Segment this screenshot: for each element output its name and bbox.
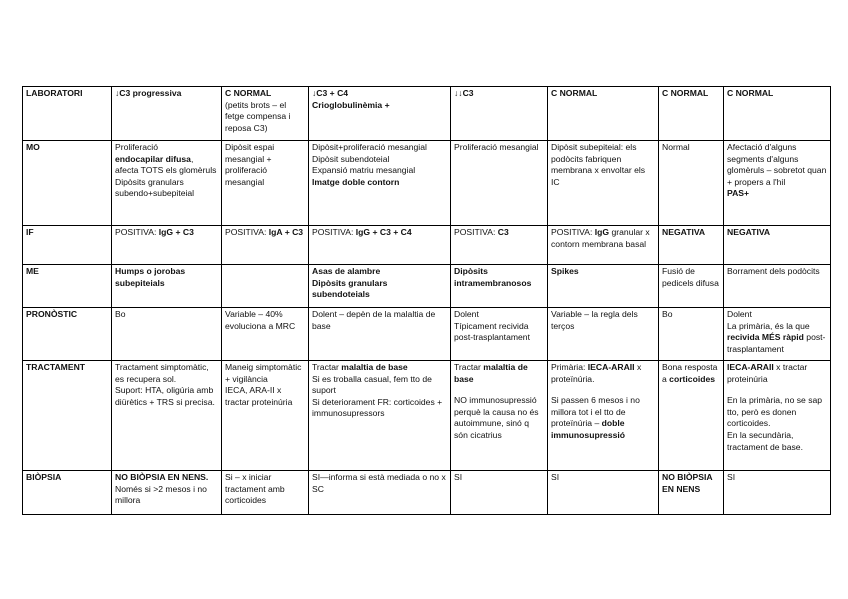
cell-text: C3 [497,227,509,237]
cell-text: corticoides [669,373,716,384]
cell-me-7: Borrament dels podòcits [724,265,831,308]
cell-text: x proteïnúria. [551,362,642,384]
cell-text: En la secundària, tractament de base. [727,429,803,452]
cell-me-6: Fusió de pedicels difusa [659,265,724,308]
cell-text: IECA, ARA-II x tractar proteinúria [225,385,293,407]
cell-text: La primària, és la que [727,320,810,331]
cell-me-3 [309,265,451,308]
cell-tractament-3 [309,361,451,471]
cell-text: IgG + C3 [158,227,194,237]
cell-tractament-5 [548,361,659,471]
cell-text: C NORMAL [225,88,272,98]
cell-biopsia-7: SI [724,471,831,515]
cell-tractament-2 [222,361,309,471]
cell-text: post-trasplantament [727,332,826,354]
cell-text: Afectació d'alguns segments d'alguns glomèruls – sobretot quan + propers a l'hil [727,142,827,187]
cell-text: Proliferació [115,142,158,152]
table-row-laboratori [23,87,831,141]
cell-text: Tractar [312,362,342,372]
nephropathy-comparison-table [22,86,831,515]
cell-text: Expansió matriu mesangial [312,165,416,176]
cell-text: , afecta TOTS els glomèruls [115,153,217,176]
cell-biopsia-3: SI—informa si està mediada o no x SC [309,471,451,515]
cell-laboratori-2 [222,87,309,141]
cell-pronostic-7 [724,308,831,361]
cell-text: Maneig simptomàtic + vigilància [225,362,302,384]
cell-pronostic-5: Variable – la regla dels terços [548,308,659,361]
cell-me-5: Spikes [548,265,659,308]
cell-pronostic-3: Dolent – depèn de la malaltia de base [309,308,451,361]
row-header-pronostic: PRONÒSTIC [23,308,112,361]
cell-text: Tractar [454,362,484,372]
cell-text: x tractar proteinúria [727,362,808,384]
cell-text: NO immunosupressió perquè la causa no és autoimmune, sinó q són cicatrius [454,395,539,440]
table-row-tractament [23,361,831,471]
cell-text: Dipòsit subendoteial [312,153,390,164]
cell-laboratori-6: C NORMAL [659,87,724,141]
cell-if-2 [222,226,309,265]
cell-text: IgG + C3 + C4 [355,227,412,237]
cell-text: (petits brots – el fetge compensa i reposa C3) [225,99,291,133]
cell-mo-5: Dipòsit subepiteial: els podòcits fabriquen membrana x envoltar els IC [548,141,659,226]
cell-text: granular x contorn membrana basal [551,227,650,249]
cell-text: Imatge doble contorn [312,176,400,187]
row-header-biopsia: BIÒPSIA [23,471,112,515]
cell-biopsia-4: SI [451,471,548,515]
cell-biopsia-2: Si – x iniciar tractament amb corticoides [222,471,309,515]
cell-text: endocapilar difusa [115,153,191,164]
cell-if-1 [112,226,222,265]
cell-me-1: Humps o jorobas subepiteials [112,265,222,308]
cell-text: NO BIÒPSIA EN NENS. [115,472,209,482]
row-header-tractament: TRACTAMENT [23,361,112,471]
row-header-mo: MO [23,141,112,226]
cell-text: Només si >2 mesos i no millora [115,483,207,506]
cell-laboratori-1: ↓C3 progressiva [112,87,222,141]
cell-pronostic-1: Bo [112,308,222,361]
cell-tractament-7 [724,361,831,471]
cell-text: malaltia de base [341,362,408,372]
cell-laboratori-7: C NORMAL [724,87,831,141]
cell-text: IgG [594,227,610,237]
cell-text: PAS+ [727,188,750,199]
cell-text: Típicament recivida post-trasplantament [454,320,530,343]
cell-laboratori-5: C NORMAL [548,87,659,141]
cell-me-4: Dipòsits intramembranosos [451,265,548,308]
cell-mo-2: Dipòsit espai mesangial + proliferació mesangial [222,141,309,226]
cell-mo-7 [724,141,831,226]
cell-text: POSITIVA: [115,227,159,237]
cell-text: doble immunosupressió [551,418,626,440]
cell-text: POSITIVA: [454,227,498,237]
cell-mo-6: Normal [659,141,724,226]
cell-mo-1 [112,141,222,226]
cell-mo-3 [309,141,451,226]
cell-text: Dolent [727,309,752,319]
table-row-biopsia [23,471,831,515]
row-header-laboratori: LABORATORI [23,87,112,141]
cell-text: IECA-ARAII [727,362,774,372]
cell-text: POSITIVA: [225,227,269,237]
row-header-me: ME [23,265,112,308]
cell-text: Si es troballa casual, fem tto de suport [312,373,432,396]
table-row-me [23,265,831,308]
cell-text: Crioglobulinèmia + [312,99,390,110]
cell-biopsia-5: SI [548,471,659,515]
row-header-if: IF [23,226,112,265]
cell-text: malaltia de base [454,362,528,384]
cell-text: Dipòsits granulars subendo+subepiteial [115,176,195,199]
cell-text: Primària: [551,362,588,372]
cell-pronostic-6: Bo [659,308,724,361]
cell-text: Si deteriorament FR: corticoides + immunosupressors [312,396,443,419]
cell-text: POSITIVA: [312,227,356,237]
cell-text: Dipòsits granulars subendoteials [312,277,388,300]
cell-laboratori-3 [309,87,451,141]
cell-me-2 [222,265,309,308]
cell-text: Si passen 6 mesos i no millora tot i el tto de proteïnúria – [551,395,640,429]
cell-tractament-4 [451,361,548,471]
cell-if-5 [548,226,659,265]
table-row-pronostic [23,308,831,361]
cell-text: POSITIVA: [551,227,595,237]
cell-tractament-6 [659,361,724,471]
cell-biopsia-1 [112,471,222,515]
cell-if-7: NEGATIVA [724,226,831,265]
cell-biopsia-6: NO BIÒPSIA EN NENS [659,471,724,515]
table-row-mo [23,141,831,226]
cell-text: IECA-ARAII [587,362,635,372]
cell-text: En la primària, no se sap tto, però es donen corticoides. [727,395,823,429]
cell-text: Bona resposta a [662,362,718,384]
table-row-if [23,226,831,265]
cell-tractament-1 [112,361,222,471]
cell-text: Tractament simptomàtic, es recupera sol. [115,362,209,384]
cell-text: Dipòsit+proliferació mesangial [312,142,427,152]
cell-text: Asas de alambre [312,266,381,276]
cell-if-3 [309,226,451,265]
cell-text: Dolent [454,309,479,319]
cell-text: ↓C3 + C4 [312,88,349,98]
cell-laboratori-4: ↓↓C3 [451,87,548,141]
cell-mo-4: Proliferació mesangial [451,141,548,226]
cell-text: recivida MÉS ràpid [727,332,804,343]
cell-pronostic-2: Variable – 40% evoluciona a MRC [222,308,309,361]
cell-if-4 [451,226,548,265]
cell-text: IgA + C3 [268,227,304,237]
cell-if-6: NEGATIVA [659,226,724,265]
cell-text: Suport: HTA, oligúria amb diürètics + TRS si precisa. [115,385,215,407]
cell-pronostic-4 [451,308,548,361]
